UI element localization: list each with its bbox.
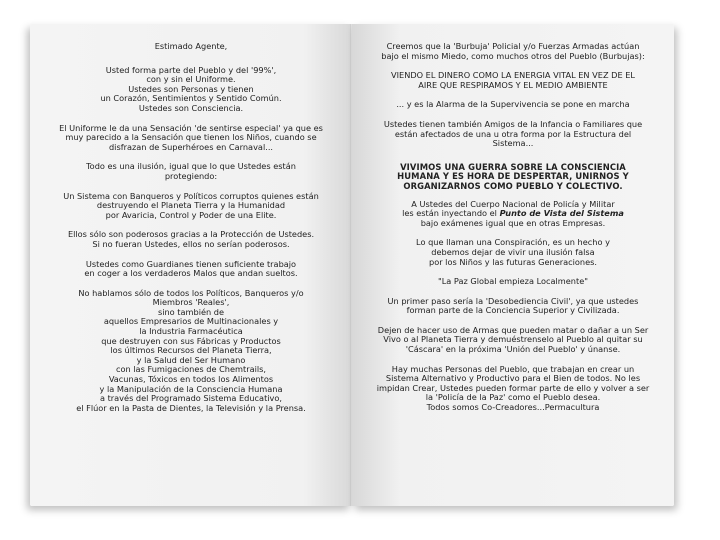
- text-line: Si no fueran Ustedes, ellos no serían poderosos.: [92, 238, 290, 249]
- right-paragraph-1: [360, 42, 666, 61]
- text-line: a través del Programado Sistema Educativo,: [99, 393, 283, 404]
- text-line: por Avaricia, Control y Poder de una Elite.: [105, 209, 277, 220]
- text-line: "La Paz Global empieza Localmente": [437, 276, 589, 287]
- text-line: están afectados de una u otra forma por la Estructura del: [394, 128, 632, 139]
- right-paragraph-9: [360, 365, 666, 413]
- text-line: No hablamos sólo de todos los Políticos, Banqueros y/o: [78, 287, 304, 298]
- text-line: por los Niños y las futuras Generaciones.: [429, 256, 597, 267]
- text-line: Miembros 'Reales',: [152, 297, 230, 308]
- text-line: disfrazan de Superhéroes en Carnaval...: [108, 141, 274, 152]
- left-paragraph-4: [38, 192, 344, 221]
- right-heading-war: [360, 163, 666, 192]
- right-paragraph-7: [360, 297, 666, 316]
- text-line: Un Sistema con Banqueros y Políticos corruptos quienes están: [63, 190, 319, 201]
- text-line: Ustedes son Personas y tienen: [128, 83, 254, 94]
- text-line: Estimado Agente,: [154, 41, 228, 51]
- left-paragraph-1: [38, 66, 344, 114]
- right-p5-line-2-pre: les están inyectando el: [402, 208, 500, 219]
- text-line: muy parecido a la Sensación que tienen los Niños, cuando se: [65, 132, 317, 143]
- text-line: Hay muchas Personas del Pueblo, que trabajan en crear un: [391, 363, 635, 374]
- text-line: Vivo o al Planeta Tierra y demuéstrenselo al Pueblo al quitar su: [383, 334, 643, 345]
- text-line: forman parte de la Conciencia Superior y Civilizada.: [406, 305, 620, 316]
- left-paragraph-7: [38, 289, 344, 414]
- text-line: VIVIMOS UNA GUERRA SOBRE LA CONSCIENCIA: [400, 161, 626, 172]
- text-line: y la Manipulación de la Consciencia Humana: [99, 383, 283, 394]
- right-page: [352, 24, 674, 506]
- text-line: Creemos que la 'Burbuja' Policial y/o Fuerzas Armadas actúan: [386, 41, 640, 51]
- text-line: los últimos Recursos del Planeta Tierra,: [110, 345, 272, 356]
- right-paragraph-4: [360, 120, 666, 149]
- text-line: VIENDO EL DINERO COMO LA ENERGIA VITAL EN VEZ DE EL: [391, 70, 635, 81]
- text-line: Todo es una ilusión, igual que lo que Ustedes están: [86, 161, 296, 172]
- text-line: Sistema Alternativo y Productivo para el Bien de todos. No les: [385, 373, 641, 384]
- text-line: Todos somos Co-Creadores...Permacultura: [426, 402, 600, 413]
- text-line: Ustedes como Guardianes tienen suficiente trabajo: [85, 258, 297, 269]
- text-line: bajo el mismo Miedo, como muchos otros del Pueblo (Burbujas):: [381, 50, 645, 61]
- text-line: impidan Crear, Ustedes pueden formar parte de ello y volver a ser: [376, 382, 650, 393]
- right-paragraph-5: [360, 200, 666, 229]
- left-paragraph-2: [38, 124, 344, 153]
- text-line: la Industria Farmacéutica: [139, 326, 243, 337]
- left-paragraph-5: [38, 230, 344, 249]
- right-quote: [360, 277, 666, 287]
- left-page: [30, 24, 352, 506]
- right-p5-emphasis: Punto de Vista del Sistema: [499, 208, 624, 219]
- text-line: Dejen de hacer uso de Armas que pueden matar o dañar a un Ser: [377, 324, 649, 335]
- text-line: Ustedes son Consciencia.: [138, 102, 244, 113]
- text-line: Ustedes tienen también Amigos de la Infancia o Familiares que: [383, 118, 643, 129]
- text-line: con y sin el Uniforme.: [146, 74, 236, 85]
- right-paragraph-8: [360, 326, 666, 355]
- text-line: 'Cáscara' en la próxima 'Unión del Pueblo' y únanse.: [405, 344, 621, 355]
- text-line: ORGANIZARNOS COMO PUEBLO Y COLECTIVO.: [403, 180, 623, 191]
- text-line: El Uniforme le da una Sensación 'de sentirse especial' ya que es: [59, 122, 323, 133]
- text-line: con las Fumigaciones de Chemtrails,: [115, 364, 267, 375]
- text-line: Un primer paso sería la 'Desobediencia Civil', ya que ustedes: [387, 295, 639, 306]
- right-paragraph-2: [360, 71, 666, 90]
- text-line: HUMANA Y ES HORA DE DESPERTAR, UNIRNOS Y: [397, 171, 629, 182]
- right-paragraph-3: [360, 100, 666, 110]
- text-line: Lo que llaman una Conspiración, es un hecho y: [416, 237, 610, 248]
- text-line: aquellos Empresarios de Multinacionales y: [103, 316, 279, 327]
- text-line: el Flúor en la Pasta de Dientes, la Televisión y la Prensa.: [76, 402, 306, 413]
- text-line: sino también de: [157, 306, 225, 317]
- right-p5-line-1: A Ustedes del Cuerpo Nacional de Policía y Militar: [411, 198, 615, 209]
- text-line: y la Salud del Ser Humano: [136, 354, 246, 365]
- text-line: que destruyen con sus Fábricas y Productos: [101, 335, 281, 346]
- text-line: un Corazón, Sentimientos y Sentido Común.: [100, 93, 282, 104]
- text-line: Ellos sólo son poderosos gracias a la Protección de Ustedes.: [67, 229, 315, 240]
- text-line: debemos dejar de vivir una ilusión falsa: [431, 246, 595, 257]
- text-line: en coger a los verdaderos Malos que andan sueltos.: [84, 268, 298, 279]
- text-line: Sistema...: [492, 138, 534, 149]
- text-line: AIRE QUE RESPIRAMOS Y EL MEDIO AMBIENTE: [418, 79, 608, 90]
- text-line: ... y es la Alarma de la Supervivencia se pone en marcha: [396, 99, 630, 110]
- text-line: Vacunas, Tóxicos en todos los Alimentos: [108, 374, 274, 385]
- right-paragraph-6: [360, 238, 666, 267]
- text-line: la 'Policía de la Paz' como el Pueblo desea.: [425, 392, 601, 403]
- right-p5-line-3: bajo exámenes igual que en otras Empresas.: [420, 217, 606, 228]
- text-line: Usted forma parte del Pueblo y del '99%',: [105, 64, 277, 75]
- greeting: [38, 42, 344, 52]
- left-paragraph-6: [38, 260, 344, 279]
- text-line: protegiendo:: [164, 170, 218, 181]
- left-paragraph-3: [38, 162, 344, 181]
- text-line: destruyendo el Planeta Tierra y la Humanidad: [96, 200, 286, 211]
- open-booklet: [20, 24, 684, 530]
